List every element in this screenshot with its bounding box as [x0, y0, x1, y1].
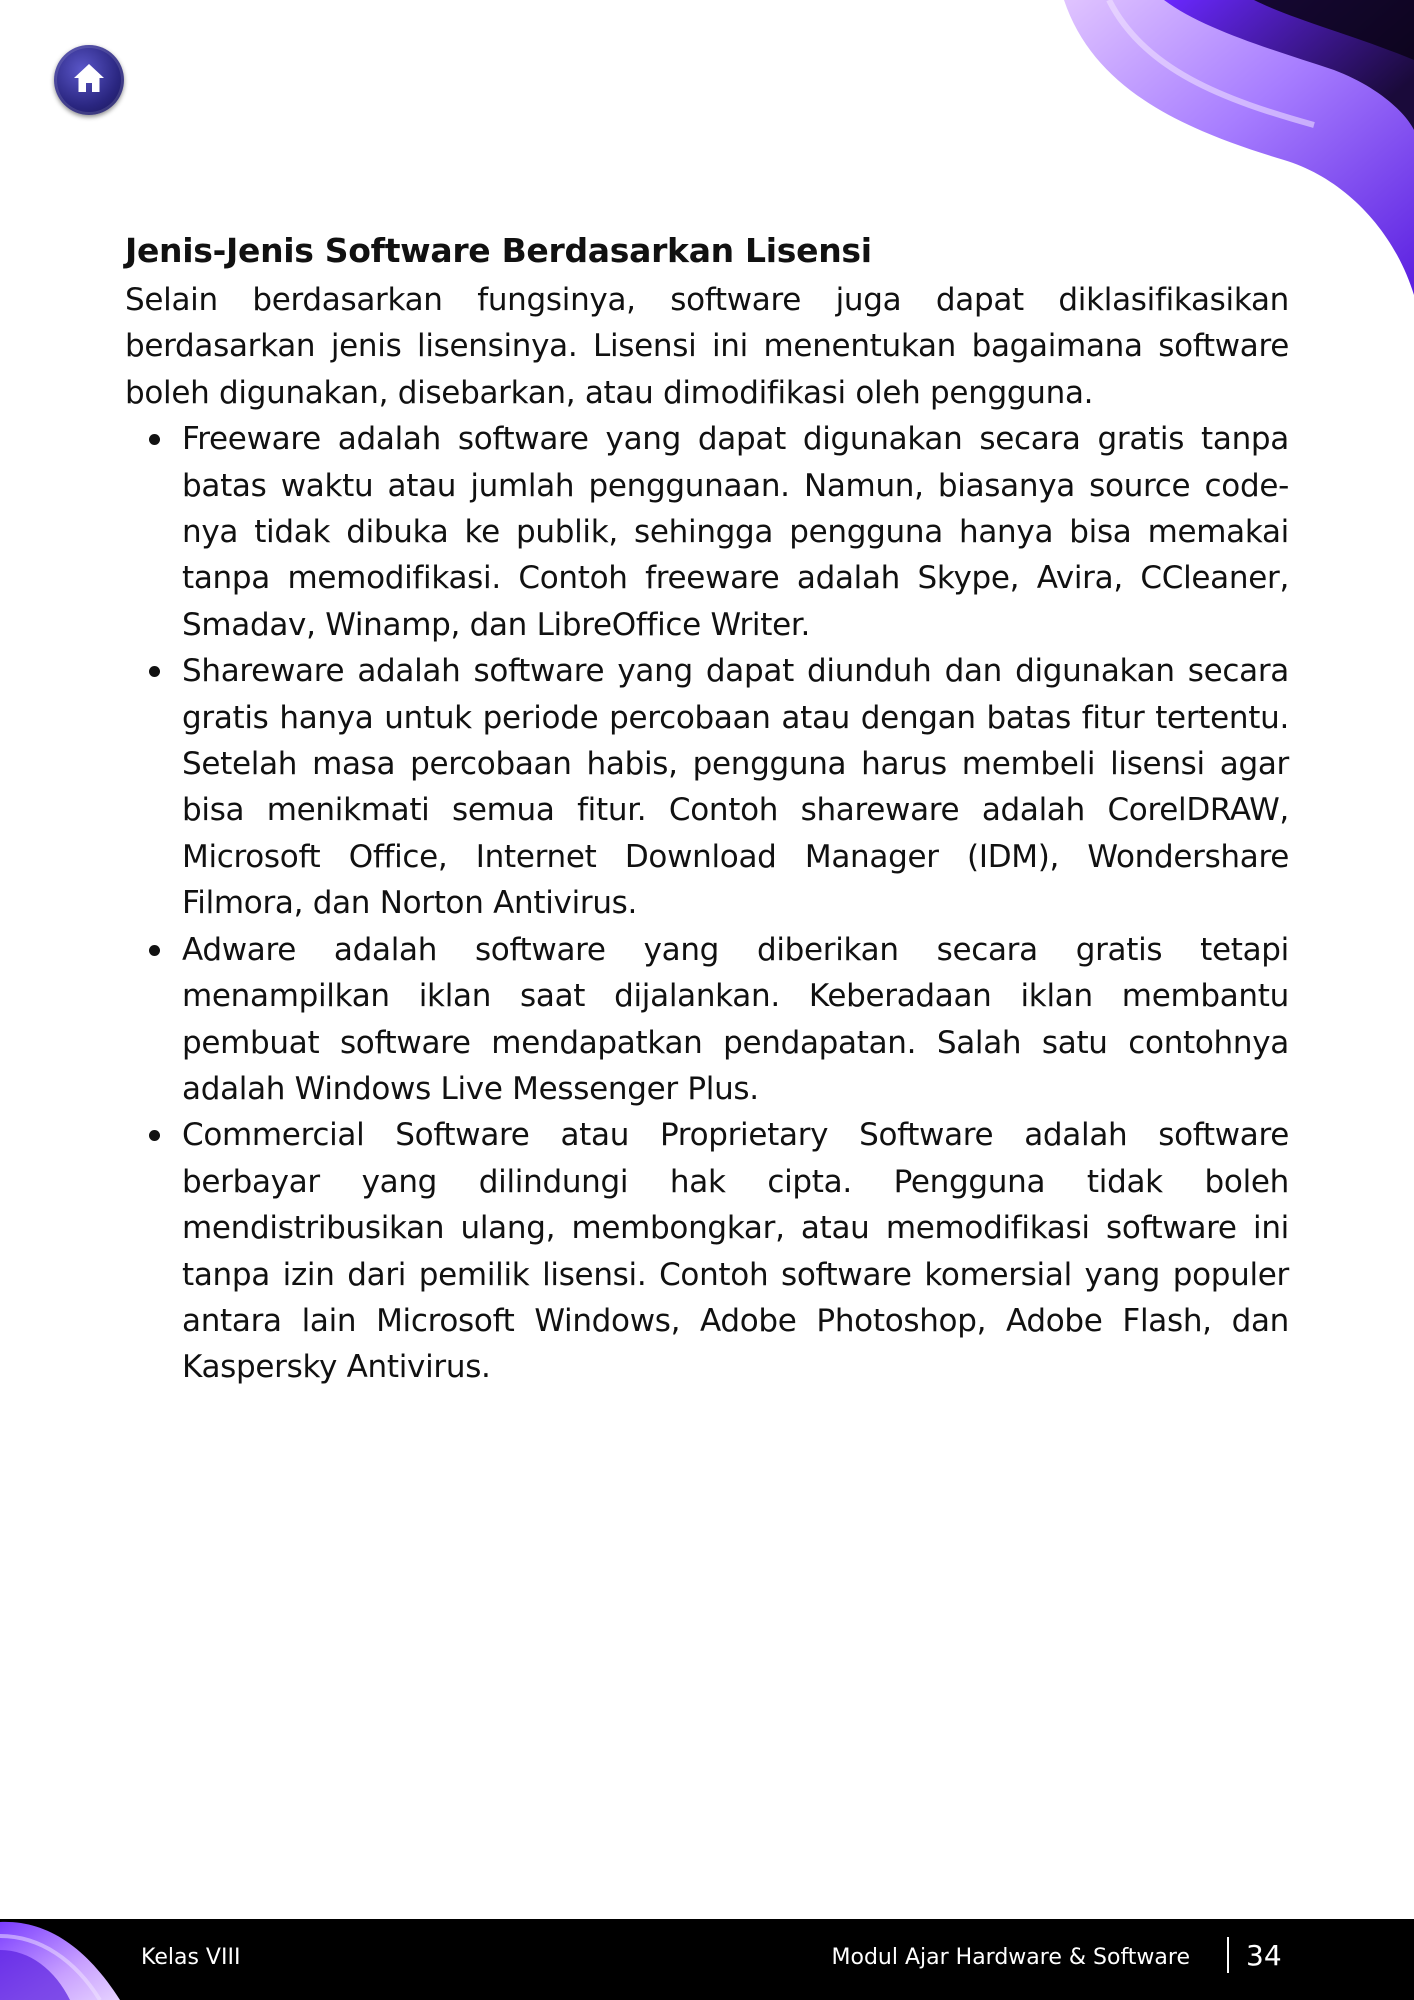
list-item-adware: Adware adalah software yang diberikan secara gratis tetapi menampilkan iklan saat dijalankan. Keberadaan iklan membantu pembuat software mendapatkan pendapatan. Salah satu contohnya adalah Windows Live Messenger Plus.	[182, 927, 1289, 1113]
footer-class-label: Kelas VIII	[141, 1945, 241, 1970]
page-footer	[0, 1919, 1414, 2000]
intro-paragraph: Selain berdasarkan fungsinya, software juga dapat diklasifikasikan berdasarkan jenis lisensinya. Lisensi ini menentukan bagaimana software boleh digunakan, disebarkan, atau dimodifikasi oleh pengguna.	[125, 282, 1289, 411]
footer-module-title: Modul Ajar Hardware & Software	[831, 1945, 1190, 1970]
list-item-shareware: Shareware adalah software yang dapat diunduh dan digunakan secara gratis hanya untuk periode percobaan atau dengan batas fitur tertentu. Setelah masa percobaan habis, pengguna harus membeli lisensi agar bisa menikmati semua fitur. Contoh shareware adalah CorelDRAW, Microsoft Office, Internet Download Manager (IDM), Wondershare Filmora, dan Norton Antivirus.	[182, 648, 1289, 926]
home-button[interactable]	[54, 45, 124, 115]
license-types-list	[125, 416, 1289, 1391]
page-number: 34	[1246, 1939, 1282, 1972]
main-content	[125, 225, 1289, 1391]
list-item-commercial: Commercial Software atau Proprietary Software adalah software berbayar yang dilindungi hak cipta. Pengguna tidak boleh mendistribusikan ulang, membongkar, atau memodifikasi software ini tanpa izin dari pemilik lisensi. Contoh software komersial yang populer antara lain Microsoft Windows, Adobe Photoshop, Adobe Flash, dan Kaspersky Antivirus.	[182, 1112, 1289, 1390]
section-title: Jenis-Jenis Software Berdasarkan Lisensi	[125, 231, 872, 270]
list-item-freeware: Freeware adalah software yang dapat digunakan secara gratis tanpa batas waktu atau jumlah penggunaan. Namun, biasanya source code-nya tidak dibuka ke publik, sehingga pengguna hanya bisa memakai tanpa memodifikasi. Contoh freeware adalah Skype, Avira, CCleaner, Smadav, Winamp, dan LibreOffice Writer.	[182, 416, 1289, 648]
footer-divider	[1227, 1937, 1229, 1973]
decorative-ribbon-bottom	[0, 1910, 130, 2000]
home-icon	[71, 60, 107, 96]
